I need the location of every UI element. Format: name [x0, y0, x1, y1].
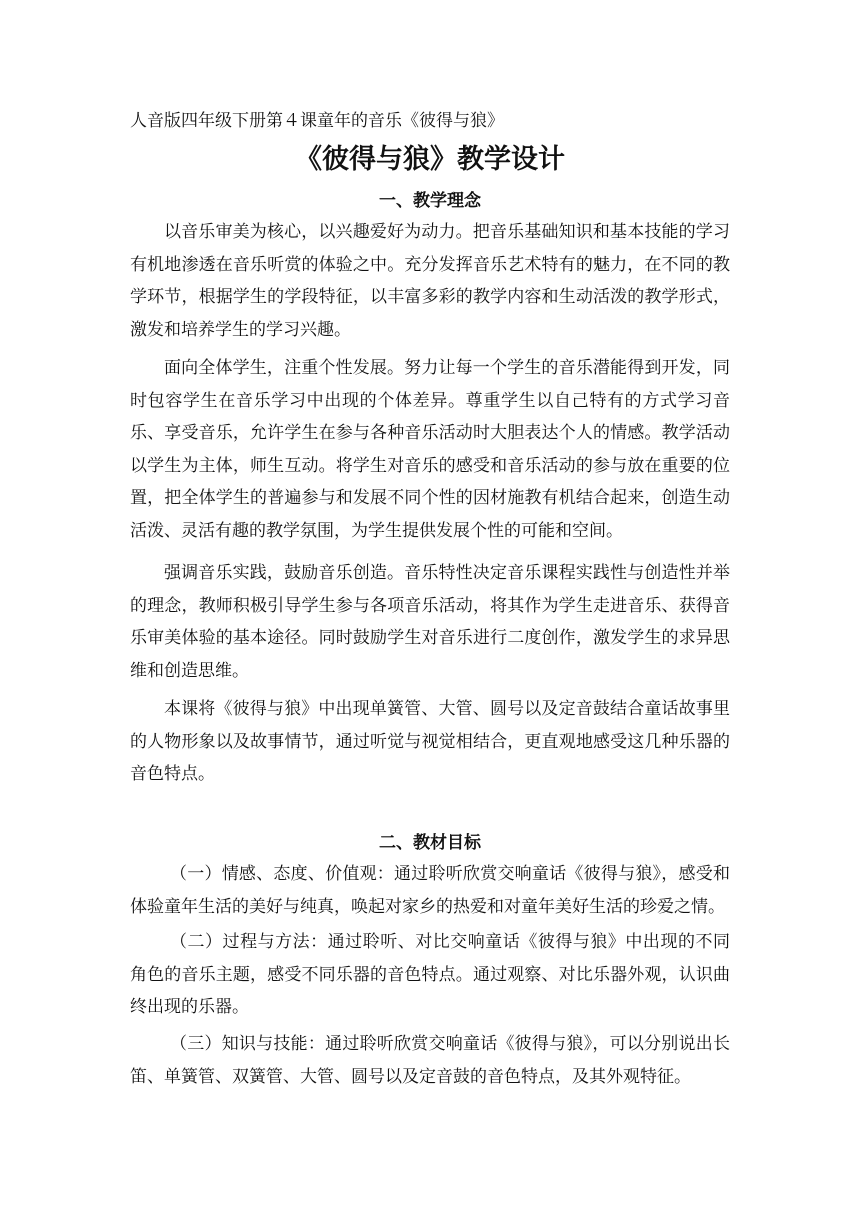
paragraph: （一）情感、态度、价值观：通过聆听欣赏交响童话《彼得与狼》，感受和体验童年生活的美好与纯真，唤起对家乡的热爱和对童年美好生活的珍爱之情。: [130, 864, 730, 917]
section-heading-teaching-objectives: 二、教材目标: [379, 833, 481, 853]
paragraph: 强调音乐实践，鼓励音乐创造。音乐特性决定音乐课程实践性与创造性并举的理念，教师积极引导学生参与各项音乐活动，将其作为学生走进音乐、获得音乐审美体验的基本途径。同时鼓励学生对音乐进行二度创作，激发学生的求异思维和创造思维。: [130, 563, 730, 681]
section-heading-teaching-philosophy: 一、教学理念: [379, 191, 481, 211]
paragraph: （三）知识与技能：通过聆听欣赏交响童话《彼得与狼》，可以分别说出长笛、单簧管、双簧管、大管、圆号以及定音鼓的音色特点，及其外观特征。: [130, 1034, 730, 1087]
paragraph: 面向全体学生，注重个性发展。努力让每一个学生的音乐潜能得到开发，同时包容学生在音乐学习中出现的个体差异。尊重学生以自己特有的方式学习音乐、享受音乐，允许学生在参与各种音乐活动时大胆表达个人的情感。教学活动以学生为主体，师生互动。将学生对音乐的感受和音乐活动的参与放在重要的位置，把全体学生的普遍参与和发展不同个性的因材施教有机结合起来，创造生动活泼、灵活有趣的教学氛围，为学生提供发展个性的可能和空间。: [130, 358, 730, 541]
paragraph: （二）过程与方法：通过聆听、对比交响童话《彼得与狼》中出现的不同角色的音乐主题，感受不同乐器的音色特点。通过观察、对比乐器外观，认识曲终出现的乐器。: [130, 932, 730, 1017]
paragraph: 以音乐审美为核心，以兴趣爱好为动力。把音乐基础知识和基本技能的学习有机地渗透在音乐听赏的体验之中。充分发挥音乐艺术特有的魅力，在不同的教学环节，根据学生的学段特征，以丰富多彩的教学内容和生动活泼的教学形式，激发和培养学生的学习兴趣。: [130, 222, 730, 340]
paragraph: 本课将《彼得与狼》中出现单簧管、大管、圆号以及定音鼓结合童话故事里的人物形象以及故事情节，通过听觉与视觉相结合，更直观地感受这几种乐器的音色特点。: [130, 699, 730, 784]
page-title: 《彼得与狼》教学设计: [295, 144, 565, 175]
lesson-subtitle: 人音版四年级下册第４课童年的音乐《彼得与狼》: [130, 111, 504, 131]
